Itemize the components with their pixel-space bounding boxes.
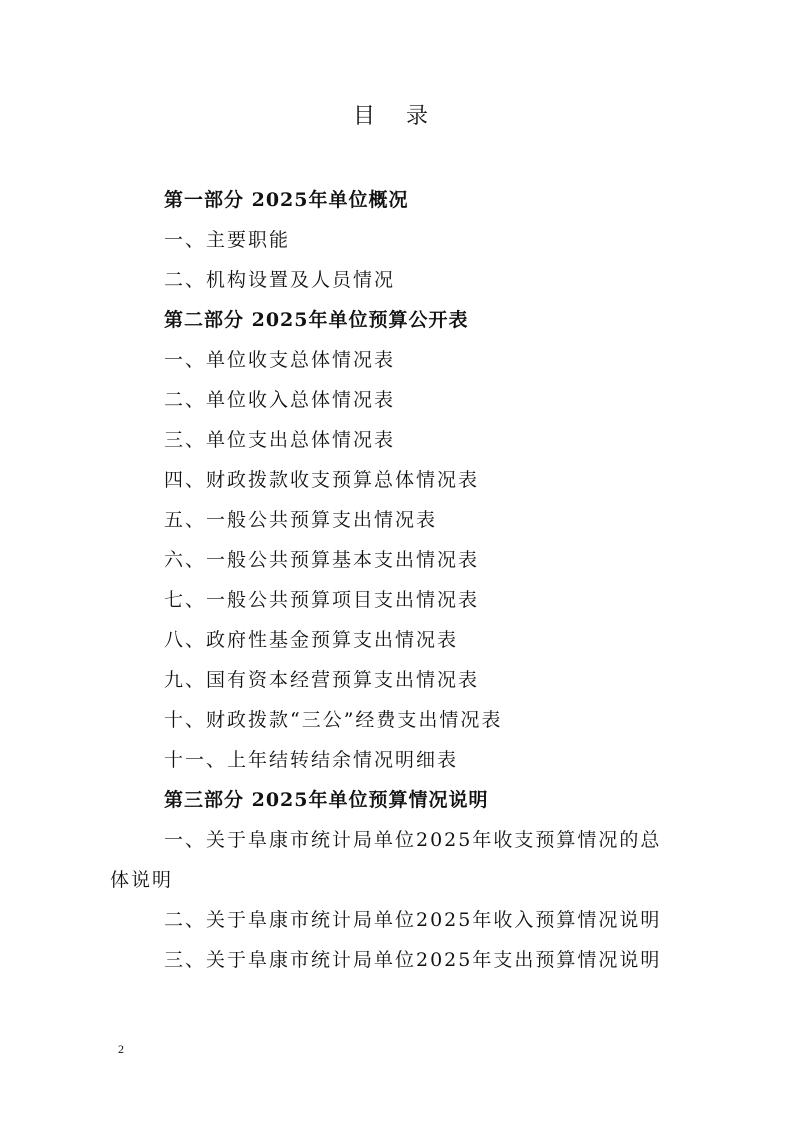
toc-item: 二、关于阜康市统计局单位2025年收入预算情况说明 <box>164 909 662 931</box>
table-of-contents <box>110 180 684 980</box>
toc-item: 一、单位收支总体情况表 <box>164 349 396 371</box>
toc-item: 二、机构设置及人员情况 <box>164 269 396 291</box>
toc-item: 五、一般公共预算支出情况表 <box>164 509 438 531</box>
toc-item: 八、政府性基金预算支出情况表 <box>164 629 459 651</box>
toc-item: 二、单位收入总体情况表 <box>164 389 396 411</box>
toc-item: 六、一般公共预算基本支出情况表 <box>164 549 480 571</box>
part1-heading: 第一部分 2025年单位概况 <box>164 189 409 211</box>
toc-item-line1: 一、关于阜康市统计局单位2025年收支预算情况的总 <box>164 829 662 851</box>
toc-item: 一、主要职能 <box>164 229 291 251</box>
toc-item: 七、一般公共预算项目支出情况表 <box>164 589 480 611</box>
toc-item: 三、关于阜康市统计局单位2025年支出预算情况说明 <box>164 949 662 971</box>
toc-title: 目 录 <box>353 104 440 129</box>
toc-item: 四、财政拨款收支预算总体情况表 <box>164 469 480 491</box>
toc-item-line2: 体说明 <box>110 869 174 891</box>
part3-heading: 第三部分 2025年单位预算情况说明 <box>164 789 489 811</box>
part2-heading: 第二部分 2025年单位预算公开表 <box>164 309 469 331</box>
toc-item <box>110 820 684 900</box>
page-number: 2 <box>118 1042 124 1056</box>
toc-item: 三、单位支出总体情况表 <box>164 429 396 451</box>
toc-item: 九、国有资本经营预算支出情况表 <box>164 669 480 691</box>
toc-item: 十、财政拨款“三公”经费支出情况表 <box>164 709 503 731</box>
toc-item: 十一、上年结转结余情况明细表 <box>164 749 459 771</box>
